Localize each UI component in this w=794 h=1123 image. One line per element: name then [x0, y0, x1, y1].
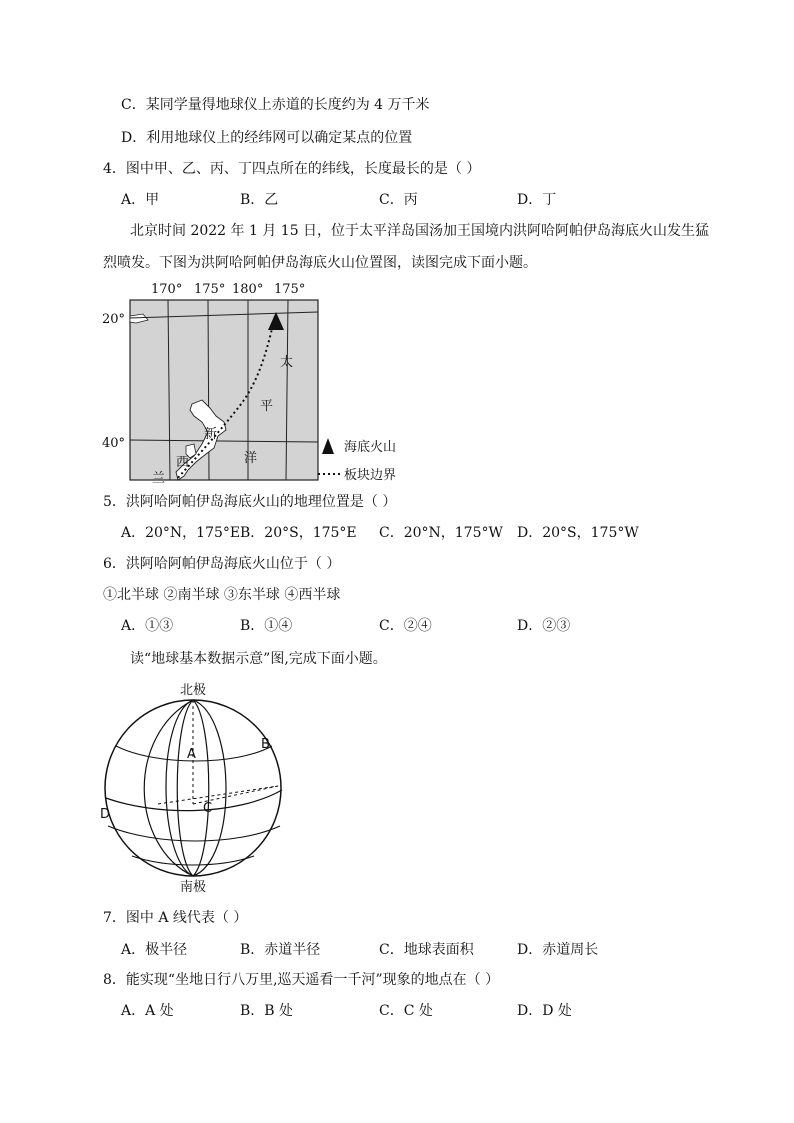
q4-option-a: A．甲 — [121, 192, 160, 208]
passage2-line1: 读“地球基本数据示意”图,完成下面小题。 — [130, 651, 387, 667]
q5-stem: 5．洪阿哈阿帕伊岛海底火山的地理位置是（ ） — [103, 494, 397, 510]
q8-option-c: C．C 处 — [379, 1003, 433, 1019]
lon-label: 175° — [194, 282, 226, 297]
equator-back-dashed — [158, 786, 278, 804]
meridian-line — [144, 700, 193, 876]
nz-char: 兰 — [152, 471, 166, 486]
meridian-line — [193, 700, 226, 876]
q5-option-b: B．20°S，175°E — [240, 525, 357, 541]
q7-option-a: A．极半径 — [121, 942, 188, 958]
map-frame — [130, 300, 318, 480]
volcano-location-map — [98, 276, 418, 488]
legend-volcano-icon — [322, 438, 334, 454]
parallel-line — [132, 856, 254, 865]
label-b: B — [261, 737, 270, 752]
q4-option-b: B．乙 — [240, 192, 279, 208]
label-d: D — [100, 807, 111, 822]
q7-stem: 7．图中 A 线代表（ ） — [103, 910, 248, 926]
parallel-line — [108, 826, 280, 841]
q5-option-c: C．20°N，175°W — [379, 525, 503, 541]
meridian-line — [177, 700, 193, 876]
q8-stem: 8．能实现“坐地日行八万里,巡天遥看一千河”现象的地点在（ ） — [103, 972, 500, 988]
q5-option-d: D．20°S，175°W — [517, 525, 639, 541]
q8-option-a: A．A 处 — [121, 1003, 174, 1019]
q6-option-d: D．②③ — [517, 618, 571, 634]
q8-option-b: B．B 处 — [240, 1003, 294, 1019]
q7-option-b: B．赤道半径 — [240, 942, 321, 958]
q6-choices: ①北半球 ②南半球 ③东半球 ④西半球 — [103, 587, 341, 603]
earth-data-globe — [96, 676, 296, 898]
passage1-line1: 北京时间 2022 年 1 月 15 日，位于太平洋岛国汤加王国境内洪阿哈阿帕伊岛海底火山发生猛 — [130, 223, 710, 239]
q3-option-d: D．利用地球仪上的经纬网可以确定某点的位置 — [121, 130, 413, 146]
lon-label: 175° — [274, 282, 306, 297]
north-pole-label: 北极 — [180, 683, 207, 698]
legend-volcano-label: 海底火山 — [344, 440, 397, 455]
equator-line — [106, 790, 282, 811]
q7-option-c: C．地球表面积 — [379, 942, 474, 958]
q7-option-d: D．赤道周长 — [517, 942, 599, 958]
label-c: C — [203, 801, 213, 816]
lat-label: 20° — [102, 312, 126, 327]
south-pole-label: 南极 — [180, 880, 207, 895]
ocean-char: 平 — [260, 399, 274, 414]
nz-char: 新 — [204, 427, 218, 442]
meridian-line — [193, 700, 209, 876]
q6-option-c: C．②④ — [379, 618, 432, 634]
lon-label: 180° — [232, 282, 264, 297]
q6-option-a: A．①③ — [121, 618, 174, 634]
q3-option-c: C．某同学量得地球仪上赤道的长度约为 4 万千米 — [121, 97, 430, 113]
ocean-char: 洋 — [244, 451, 258, 466]
ocean-char: 太 — [280, 355, 294, 370]
nz-char: 西 — [176, 455, 190, 470]
q6-option-b: B．①④ — [240, 618, 293, 634]
passage1-line2: 烈喷发。下图为洪阿哈阿帕伊岛海底火山位置图，读图完成下面小题。 — [103, 255, 537, 271]
meridian-line — [166, 700, 193, 876]
label-a: A — [187, 747, 196, 762]
q5-option-a: A．20°N，175°E — [121, 525, 241, 541]
q4-option-c: C．丙 — [379, 192, 418, 208]
lon-label: 170° — [151, 282, 183, 297]
lat-label: 40° — [102, 436, 126, 451]
q4-option-d: D．丁 — [517, 192, 557, 208]
q6-stem: 6．洪阿哈阿帕伊岛海底火山位于（ ） — [103, 556, 341, 572]
q4-stem: 4．图中甲、乙、丙、丁四点所在的纬线，长度最长的是（ ） — [103, 161, 481, 177]
q8-option-d: D．D 处 — [517, 1003, 572, 1019]
legend-boundary-label: 板块边界 — [344, 468, 397, 483]
